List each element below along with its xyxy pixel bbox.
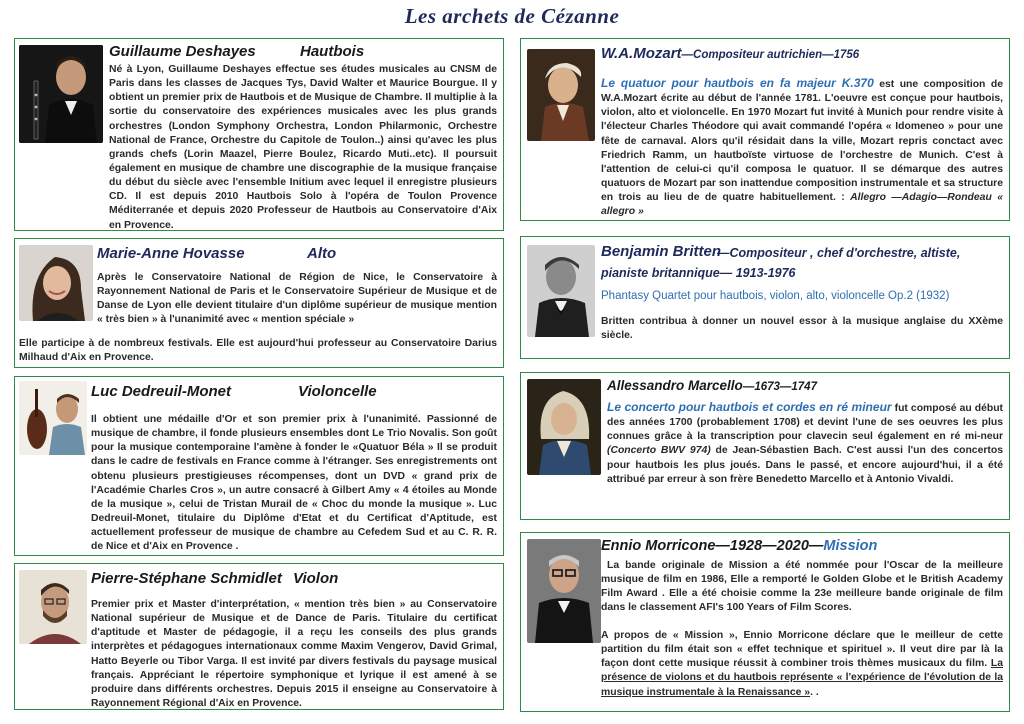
work-title: Le quatuor pour hautbois en fa majeur K.370 <box>601 76 874 90</box>
musician-name: Marie-Anne Hovasse <box>97 245 245 262</box>
composer-card-marcello <box>520 372 1010 520</box>
musician-name: Luc Dedreuil-Monet <box>91 383 232 400</box>
portrait-schmidlet <box>19 570 87 644</box>
musician-bio: Il obtient une médaille d'Or et son premier prix à l'unanimité. Passionné de musique de chambre, il fonde plusieurs ensembles dont Le Trio Novalis. Son goût pour la musique contemporaine l'amène à fonder le «Quatuor Béla » Il se produit dans le cadre de festivals en France comme à l'étranger. Ses enregistrements ont obtenu plusieurs prestigieuses récompenses, dont un DVD « grand prix de l'Académie Charles Cros », un autre consacré à Gilbert Amy « 4 étoiles au Monde de la musique », celui de Tristan Murail de « Choc du monde la musique ». Luc Dedreuil-Monet, titulaire du Diplôme d'Etat et du Certificat d'Aptitude, est actuellement professeur de musique de chambre au Cefedem Sud et au C. R. R. de Nice et d'Aix en Provence . <box>91 414 497 553</box>
composer-text-2: A propos de « Mission », Ennio Morricone déclare que le meilleur de cette partition du film était son « effet technique et spirituel ». Il veut dire par là la façon dont cette musique réussit à combiner trois thèmes musicaux du film. <box>601 630 1003 670</box>
composer-text: Britten contribua à donner un nouvel essor à la musique anglaise du XXème siècle. <box>601 316 1003 342</box>
musician-card-schmidlet <box>14 563 504 710</box>
composer-text-2: de Jean-Sébastien Bach. C'est aussi l'un des concertos pour hautbois les plus joués. Dans le passé, et encore aujourd'hui, il a été attribué par erreur à son frère Benedetto Marcello et à Antonio Vivaldi. <box>607 445 1003 485</box>
musician-instrument: Alto <box>307 245 337 262</box>
musician-bio-2: Elle participe à de nombreux festivals. Elle est aujourd'hui professeur au Conservatoire Darius Milhaud d'Aix en Provence. <box>19 338 497 364</box>
portrait-mozart <box>527 49 595 141</box>
composer-text: est une composition de W.A.Mozart écrite au début de l'année 1781. L'oeuvre est conçue pour hautbois, violon, alto et violoncelle. En 1970 Mozart fut invité à Munich pour rendre visite à l'électeur Charles Théodore qui avait commandé l'opéra « Idomeneo » pour une fête de carnaval. Alors qu'il résidait dans la ville, Mozart repris conctact avec Friedrich Ramm, un hautboïste virtuose de l'orchestre de Munich. C'est à l'attention de celui-ci qu'il composa le quatuor. Il se démarque des autres quatuors de Mozart par son inattendue composition instrumentale et sa structure en trois au lieu de de quatre habituellement. : <box>601 79 1003 204</box>
composer-name: Allessandro Marcello <box>607 378 743 393</box>
portrait-morricone <box>527 539 601 643</box>
work-title: Mission <box>823 538 878 554</box>
composer-text-underlined: La présence de violons et du hautbois représente « l'expérience de l'évolution de la musique instrumentale à la Renaissance » <box>601 658 1003 698</box>
composer-text-end: . . <box>810 686 819 698</box>
composer-subtitle: —Compositeur , chef d'orchestre, altiste, pianiste britannique— 1913-1976 <box>601 246 961 280</box>
musician-name: Guillaume Deshayes <box>109 43 256 60</box>
musician-name: Pierre-Stéphane Schmidlet <box>91 570 282 587</box>
work-title: Phantasy Quartet pour hautbois, violon, alto, violoncelle Op.2 (1932) <box>601 290 950 302</box>
work-movements: Allegro —Adagio—Rondeau « allegro » <box>601 192 1003 218</box>
musician-instrument: Violoncelle <box>298 383 377 400</box>
composer-name: Ennio Morricone—1928—2020— <box>601 538 824 554</box>
portrait-britten <box>527 245 595 337</box>
portrait-deshayes <box>19 45 103 143</box>
musician-bio: Premier prix et Master d'interprétation, « mention très bien » au Conservatoire National supérieur de Musique et de Dance de Paris. Titulaire du certificat d'aptitude et Master de pédagogie, il a reçu les conseils des plus grands interprètes et pédagogues internationaux comme Maxim Vengerov, David Grimal, Hatto Beyerle ou Tibor Varga. Il est invité par divers festivals du paysage musical français. Appréciant le répertoire symphonique et lyrique il est amené à se produire dans différents orchestres. Depuis 2015 il enseigne au Conservatoire à Rayonnement Régional d'Aix en Provence. <box>91 599 497 709</box>
musician-card-hovasse <box>14 238 504 368</box>
composer-text: La bande originale de Mission a été nommée pour l'Oscar de la meilleure musique de film en 1986, Elle a remporté le Golden Globe et le British Academy Film Award . Elle a été choisie comme la 23e meilleure bande originale de film dans le classement AFI's 100 Years of Film Scores. <box>601 560 1003 614</box>
portrait-hovasse <box>19 245 93 321</box>
composer-subtitle: —1673—1747 <box>742 381 817 393</box>
musician-card-deshayes <box>14 38 504 231</box>
composer-card-mozart <box>520 38 1010 221</box>
composer-card-britten <box>520 236 1010 359</box>
composer-card-morricone <box>520 532 1010 712</box>
musician-instrument: Violon <box>293 570 339 587</box>
work-title: Le concerto pour hautbois et cordes en ré mineur <box>607 400 892 414</box>
musician-card-dedreuil <box>14 376 504 556</box>
portrait-marcello <box>527 379 601 475</box>
musician-bio: Né à Lyon, Guillaume Deshayes effectue ses études musicales au CNSM de Paris dans les classes de Jacques Tys, David Walter et Maurice Bourgue. Il y obtient un premier prix de Hautbois et de Musique de Chambre. Il multiplie à la sortie du conservatoire des expériences musicales avec les plus grands orchestres (London Symphony Orchestra, London Philarmonic, Orchestre National de France, Orchestre du Capitole de Toulon..) ainsi qu'avec les plus grands chefs (Lorin Maazel, Pierre Boulez, Ricardo Muti..etc). Il poursuit également en musique de chambre une discographie de la musique française du début du siècle avec l'ensemble Initium avec lequel il enregistre plusieurs CD. Il est depuis 2010 Hautbois Solo à l'opéra de Toulon Provence Méditerranée et depuis 2020 Professeur de Hautbois au Conservatoire d'Aix en Provence. <box>109 64 497 231</box>
musician-bio: Après le Conservatoire National de Région de Nice, le Conservatoire à Rayonnement National de Paris et le Conservatoire Supérieur de Musique et de Danse de Lyon elle devient titulaire d'un diplôme supérieur de musique mention « très bien » à l'unanimité avec « mention spéciale » <box>97 272 497 326</box>
composer-name: Benjamin Britten <box>601 243 722 260</box>
musician-instrument: Hautbois <box>300 43 365 60</box>
work-catalog: (Concerto BWV 974) <box>607 445 711 457</box>
composer-subtitle: —Compositeur autrichien—1756 <box>681 49 860 61</box>
composer-text: fut composé au début des années 1700 (probablement 1708) et devint l'une de ses oeuvres les plus connues grâce à la transcription pour clavecin seul également en ré mi-neur <box>607 403 1004 443</box>
page-title: Les archets de Cézanne <box>404 4 620 28</box>
composer-name: W.A.Mozart <box>601 45 682 62</box>
